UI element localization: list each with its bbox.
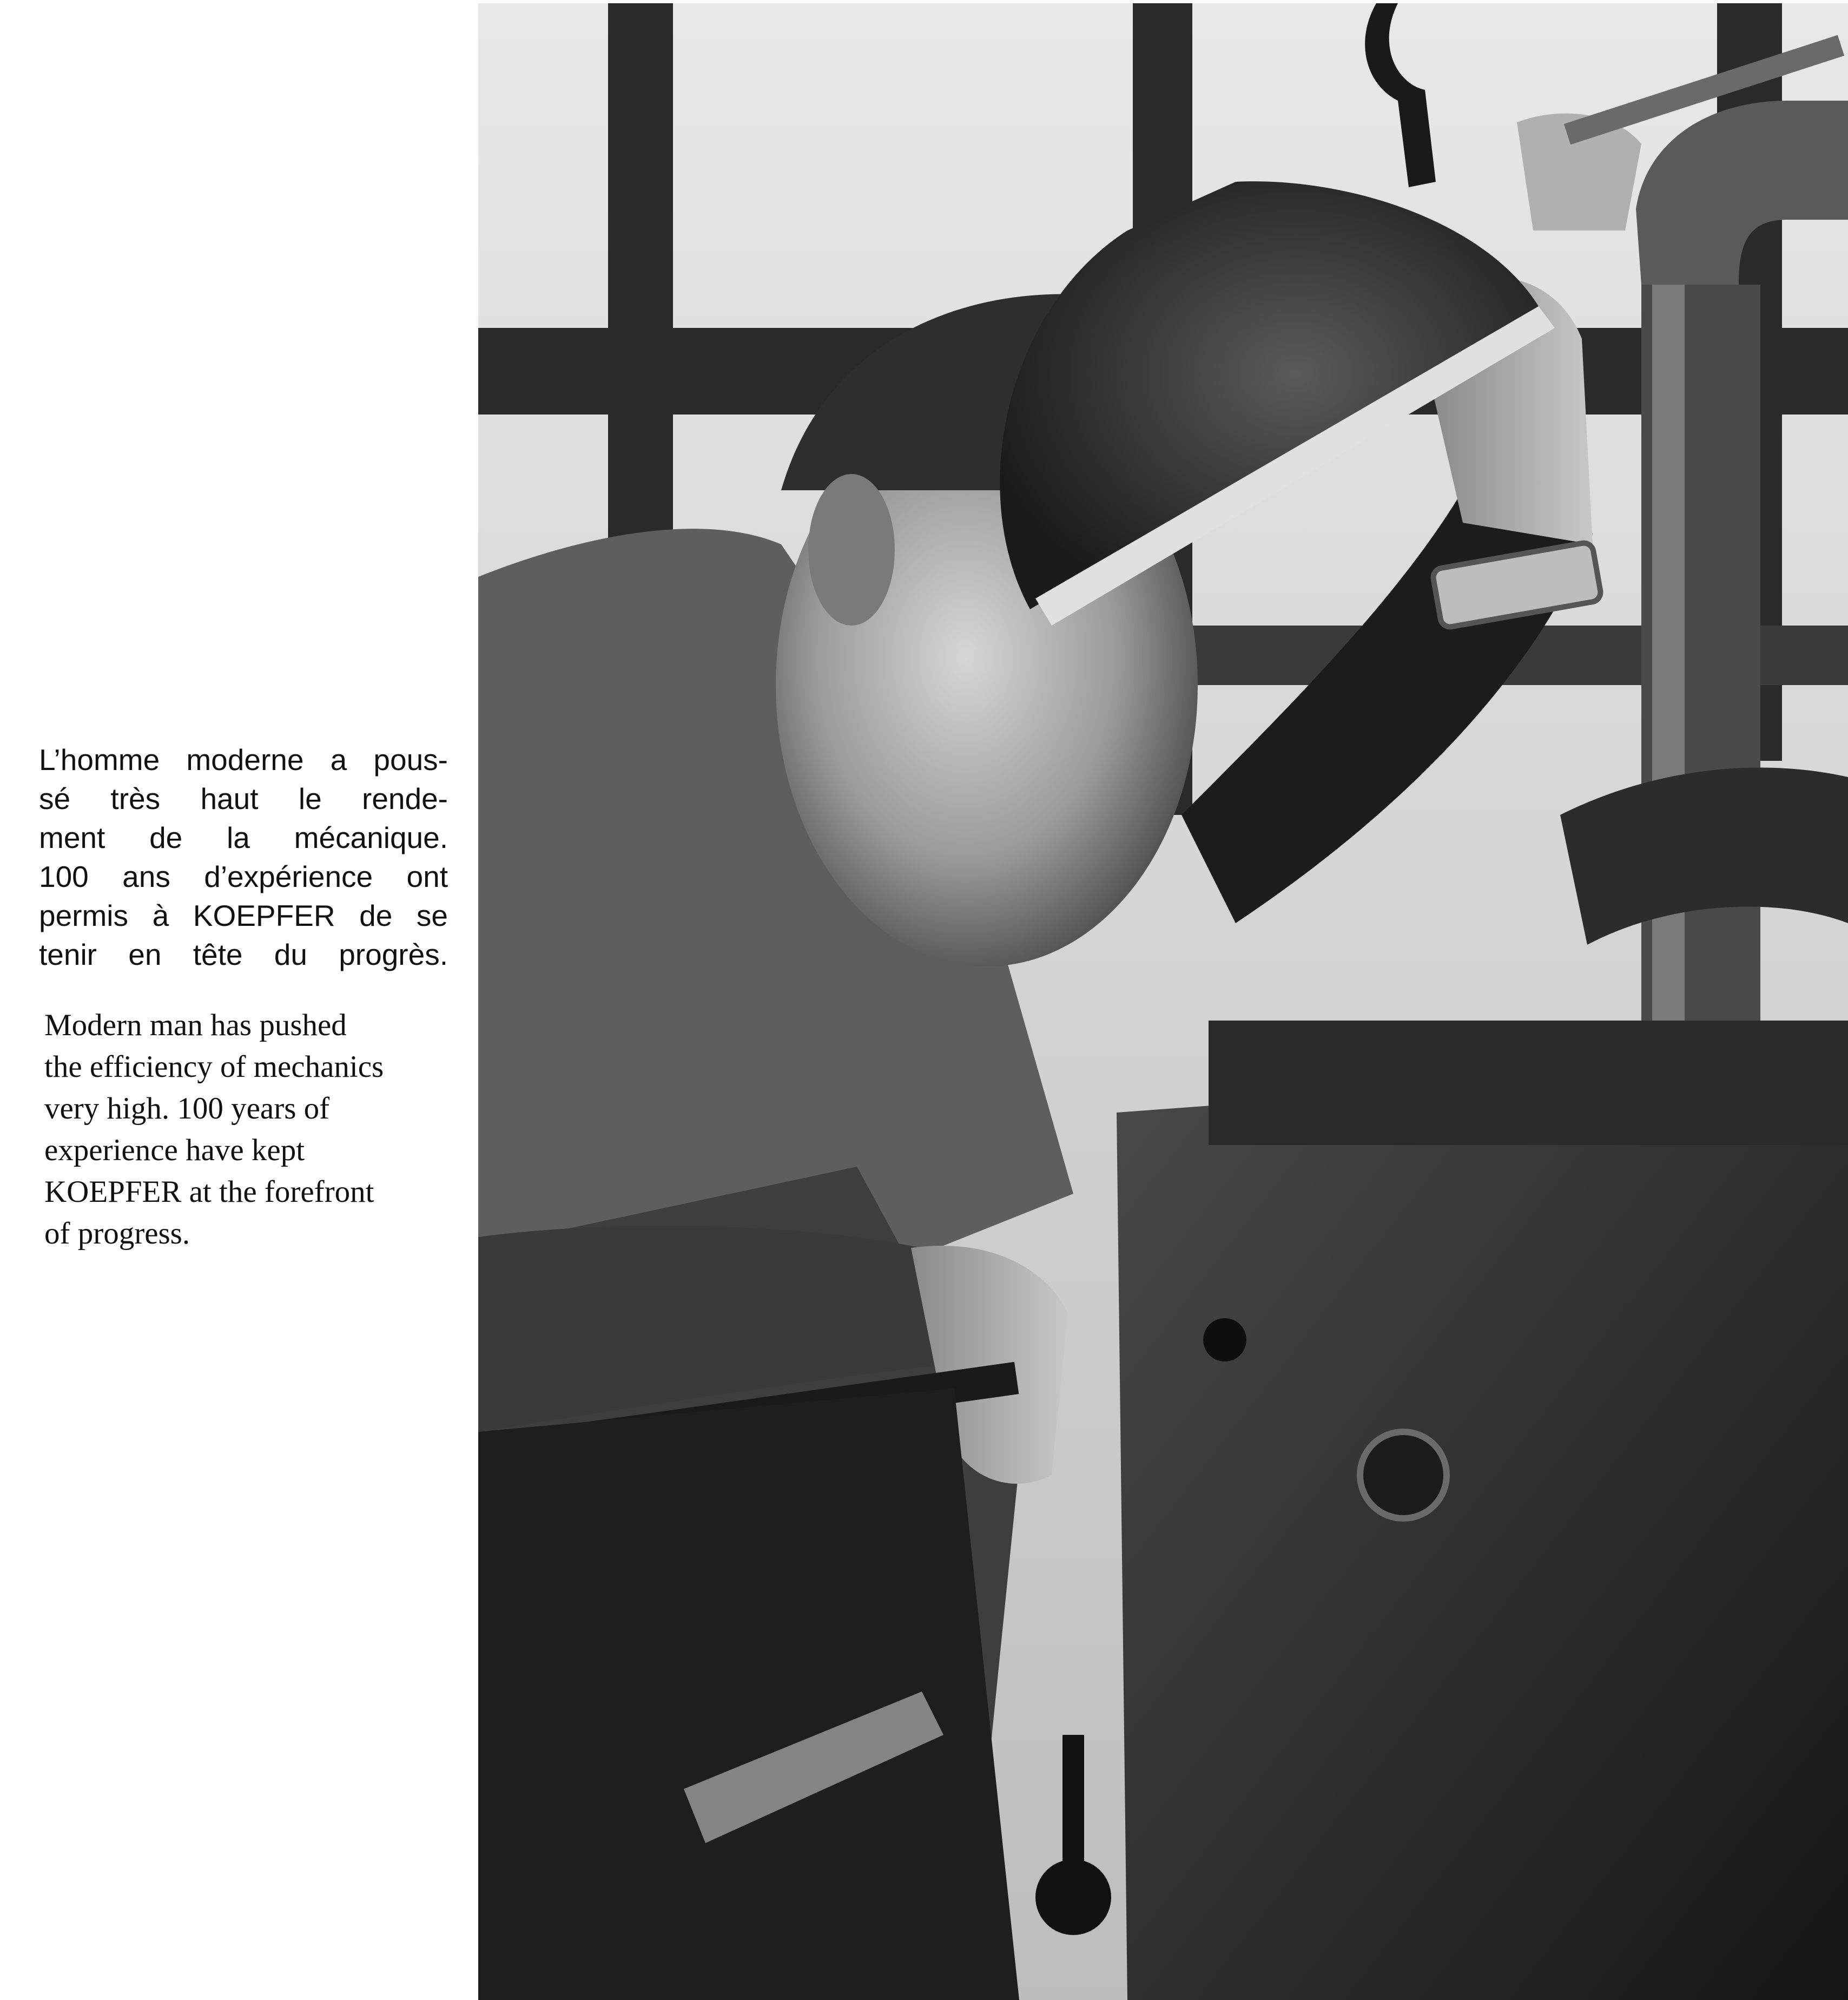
caption-english-line: the efficiency of mechanics: [44, 1050, 384, 1084]
caption-french-line: tenir en tête du progrès.: [39, 938, 448, 971]
ear: [808, 474, 895, 626]
caption-english-line: experience have kept: [44, 1133, 305, 1167]
caption-french-line: permis à KOEPFER de se: [39, 899, 448, 932]
caption-english-line: of progress.: [44, 1216, 190, 1251]
lathe-bed: [478, 1389, 1019, 2000]
machine-knob: [1203, 1318, 1246, 1361]
caption-french-line: L’homme moderne a pous-: [39, 743, 448, 777]
photograph-illustration: [478, 3, 1848, 2000]
caption-english-line: Modern man has pushed: [44, 1008, 347, 1042]
machinist-photograph: [478, 3, 1848, 2000]
machine-nut: [1360, 1432, 1447, 1518]
lever-shaft: [1062, 1735, 1084, 1897]
machine-body: [1117, 1058, 1848, 2000]
machine-top: [1209, 1021, 1848, 1145]
caption-english-line: very high. 100 years of: [44, 1091, 330, 1126]
caption-french-line: ment de la mécanique.: [39, 821, 448, 854]
caption-french: [39, 740, 448, 974]
caption-english-line: KOEPFER at the forefront: [44, 1175, 374, 1209]
caption-english: [44, 1004, 456, 1254]
caption-french-line: sé très haut le rende-: [39, 782, 448, 815]
caption-french-line: 100 ans d’expérience ont: [39, 860, 448, 893]
